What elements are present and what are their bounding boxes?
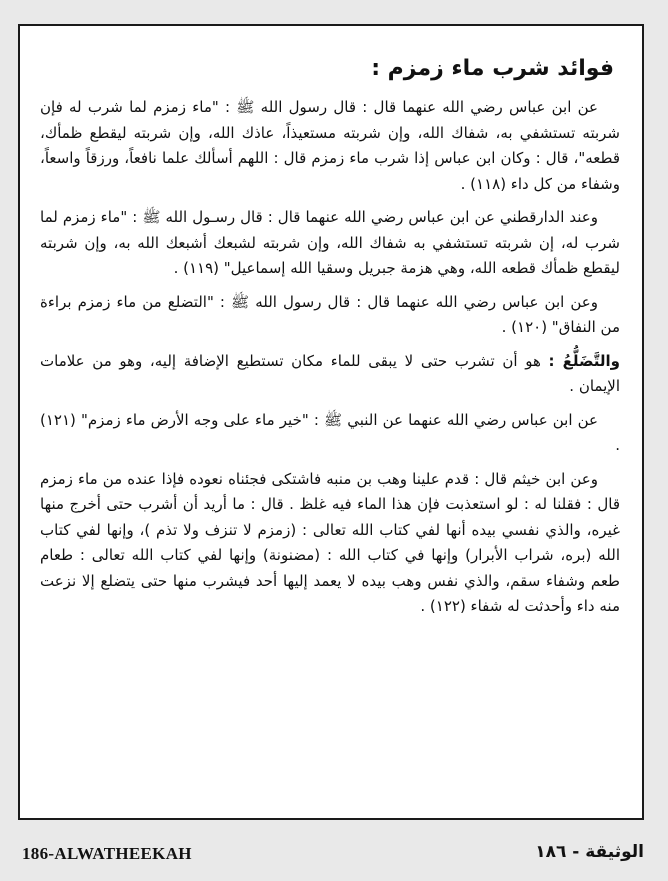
footer-page-number-arabic: الوثيقة - ١٨٦ <box>535 842 644 862</box>
paragraph-4: عن ابن عباس رضي الله عنهما عن النبي ﷺ : "خير ماء على وجه الأرض ماء زمزم" (١٢١) . <box>40 410 620 454</box>
paragraph-5: وعن ابن خيثم قال : قدم علينا وهب بن منبه فاشتكى فجئناه نعوده فإذا عنده من ماء زمزم قال : فقلنا له : لو استعذبت فإن هذا الماء فيه غلظ . قال : ما أريد أن أشرب حتى أخرج منها غيره، والذي نفسي بيده أنها لفي كتاب الله تعالى : (زمزم لا تنزف ولا تذم )، وإنها لفي كتاب الله (بره، شراب الأبرار) وإنها في كتاب الله : (مضنونة) وإنها لفي كتاب الله تعالى : طعام طعم وشفاء سقم، والذي نفس وهب بيده لا يعمد إليها أحد فيشرب منها حتى يتضلع إلا نزعت منه داء وأحدثت له شفاء (١٢٢) . <box>40 469 620 615</box>
paragraph-1: عن ابن عباس رضي الله عنهما قال : قال رسول الله ﷺ : "ماء زمزم لما شرب له فإن شربته تستشفي به، شفاك الله، وإن شربته مستعيذاً، عاذك الله، وإن شربته ليقطع ظمأك، قطعه"، قال : وكان ابن عباس إذا شرب ماء زمزم قال : اللهم أسألك علما نافعاً، ورزقاً واسعاً، وشفاء من كل داء (١١٨) . <box>40 98 620 193</box>
paragraph-2: وعند الدارقطني عن ابن عباس رضي الله عنهما قال : قال رسـول الله ﷺ : "ماء زمزم لما شرب له، إن شربته تستشفي به شفاك الله، وإن شربته لشبعك أشبعك الله به، وإن شربته ليقطع ظمأك قطعه الله، وهي هزمة جبريل وسقيا الله إسماعيل" (١١٩) . <box>40 208 620 277</box>
definition-paragraph <box>40 349 620 400</box>
section-title: فوائد شرب ماء زمزم : <box>371 56 614 81</box>
page-content <box>20 26 642 818</box>
page-footer <box>0 840 668 870</box>
definition-term: والتَّضَلُّعُ : <box>548 351 621 370</box>
paragraph-3: وعن ابن عباس رضي الله عنهما قال : قال رسول الله ﷺ : "التضلع من ماء زمزم براءة من النفاق" (١٢٠) . <box>40 292 620 336</box>
footer-page-number-latin: 186-ALWATHEEKAH <box>22 844 192 863</box>
definition-text: هو أن تشرب حتى لا يبقى للماء مكان تستطيع الإضافة إليه، وهو من علامات الإيمان . <box>40 351 620 395</box>
page-frame <box>18 24 644 820</box>
